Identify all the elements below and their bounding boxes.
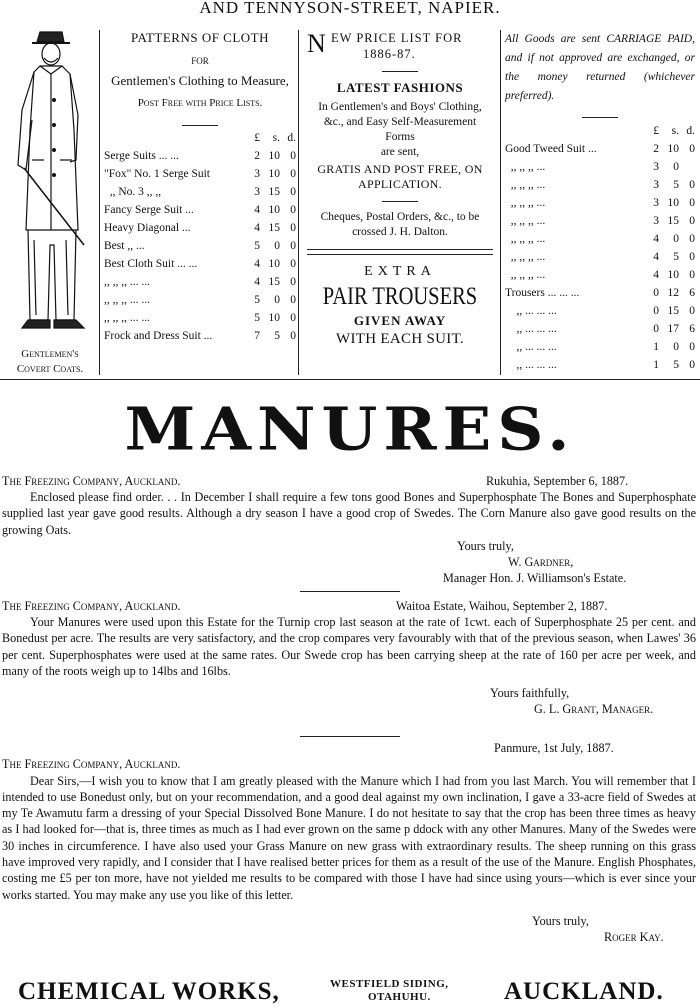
- letter-kay: [2, 740, 696, 946]
- pence: 0: [290, 312, 296, 324]
- pence: 0: [689, 359, 695, 371]
- closing: Yours truly,: [457, 538, 514, 553]
- shillings: 0: [274, 240, 280, 252]
- pounds: 4: [653, 269, 659, 281]
- latest-fashions: LATEST FASHIONS: [336, 80, 464, 95]
- pounds: 3: [653, 197, 659, 209]
- item-label: ,, ,, ,, ...: [505, 215, 546, 227]
- price-row: [505, 248, 695, 266]
- shillings: 10: [268, 258, 280, 270]
- price-row: [104, 309, 296, 327]
- pricelist-column: [303, 30, 497, 348]
- goods-price-table: [505, 122, 695, 374]
- price-row: [104, 147, 296, 165]
- item-label: ,, ... ... ...: [505, 305, 557, 317]
- patterns-post-free: Post Free with Price Lists.: [137, 97, 263, 109]
- currency-header: [104, 129, 296, 147]
- item-label: Serge Suits ... ...: [104, 150, 179, 162]
- goods-column: [505, 30, 695, 374]
- price-row: [104, 255, 296, 273]
- price-row: [104, 201, 296, 219]
- column-divider: [500, 30, 501, 375]
- shilling-header: s.: [671, 125, 679, 137]
- pence: 0: [290, 240, 296, 252]
- pounds: 4: [653, 233, 659, 245]
- letter-body: Your Manures were used upon this Estate for the Turnip crop last season at the rate of 1cwt. each of Superphosphate 25 per cent. and Bonedust per acre. The results are very satisfactory, and the crop compares very favourably with that of the previous season, when Lawes' 36 per cent. Superphosphates were used at the same rates. Our Swede crop has been carrying sheep at the rate of 160 per acre per week, and many of the roots weigh up to 14lbs and 16lbs.: [2, 615, 696, 678]
- rule: [382, 71, 418, 72]
- price-row: [505, 338, 695, 356]
- pounds: 7: [254, 330, 260, 342]
- signatory-title: Manager Hon. J. Williamson's Estate.: [443, 571, 627, 586]
- item-label: ,, ,, ,, ...: [505, 251, 546, 263]
- place-date: Panmure, 1st July, 1887.: [494, 741, 614, 755]
- are-sent: are sent,: [380, 146, 420, 158]
- item-label: Best ,, ...: [104, 240, 145, 252]
- signature: G. L. Grant, Manager.: [534, 702, 654, 717]
- item-label: Trousers ... ... ...: [505, 287, 580, 299]
- letter-body: Enclosed please find order. . . In December I shall require a few tons good Bones and Superphosphate The Bones and Superphosphate supplied last year gave good results. Although a dry season I have a good crop of Swedes. The Corn Manure also gave good results on the growing Oats.: [2, 490, 696, 537]
- caption-line: Covert Coats.: [16, 363, 84, 375]
- item-label: Frock and Dress Suit ...: [104, 330, 213, 342]
- letter-divider: [300, 736, 400, 737]
- patterns-price-table: [104, 129, 296, 345]
- shillings: 10: [268, 204, 280, 216]
- pence: 0: [689, 143, 695, 155]
- shillings: 17: [667, 323, 679, 335]
- column-divider: [298, 30, 299, 375]
- pence: 0: [290, 168, 296, 180]
- pricelist-heading: [303, 30, 497, 64]
- pence: 0: [689, 305, 695, 317]
- item-label: ,, ,, ,, ... ...: [104, 312, 150, 324]
- pounds: 3: [653, 215, 659, 227]
- patterns-title: PATTERNS OF CLOTH: [130, 30, 270, 45]
- item-label: Fancy Serge Suit ...: [104, 204, 194, 216]
- price-row: [505, 320, 695, 338]
- shillings: 15: [667, 305, 679, 317]
- pounds: 4: [653, 251, 659, 263]
- pence: 0: [290, 258, 296, 270]
- pounds: 5: [254, 312, 260, 324]
- pounds: 5: [254, 240, 260, 252]
- latest-body: In Gentlemen's and Boys' Clothing, &c., and Easy Self-Measurement Forms: [318, 101, 482, 143]
- addressee: The Freezing Company, Auckland.: [2, 757, 181, 772]
- cheques-text: Cheques, Postal Orders, &c., to be crossed J. H. Dalton.: [320, 211, 480, 238]
- addressee: The Freezing Company, Auckland.: [2, 474, 181, 488]
- pence: 0: [689, 269, 695, 281]
- rule: [182, 125, 218, 126]
- closing: Yours truly,: [532, 913, 589, 928]
- item-label: "Fox" No. 1 Serge Suit: [104, 168, 210, 180]
- place-date: Rukuhia, September 6, 1887.: [486, 474, 629, 488]
- manures-title: MANURES.: [124, 395, 576, 464]
- closing: Yours faithfully,: [490, 686, 570, 701]
- pounds: 5: [254, 294, 260, 306]
- shillings: 0: [673, 233, 679, 245]
- item-label: ,, ,, ,, ...: [505, 179, 546, 191]
- price-row: [104, 219, 296, 237]
- pounds: 3: [653, 161, 659, 173]
- pence: 6: [689, 287, 695, 299]
- pounds: 3: [254, 168, 260, 180]
- letter-divider: [300, 591, 400, 592]
- double-rule: [307, 249, 493, 255]
- item-label: ,, ... ... ...: [505, 323, 557, 335]
- price-row: [104, 183, 296, 201]
- rule: [382, 201, 418, 202]
- pound-header: £: [653, 125, 659, 137]
- price-row: [104, 291, 296, 309]
- pounds: 4: [254, 258, 260, 270]
- figure-caption: [0, 347, 100, 377]
- price-row: [505, 302, 695, 320]
- price-row: [505, 266, 695, 284]
- pounds: 4: [254, 276, 260, 288]
- extra-text: EXTRA: [364, 264, 436, 279]
- given-away: GIVEN AWAY: [353, 313, 447, 328]
- item-label: ,, ,, ,, ... ...: [104, 276, 150, 288]
- pence: 6: [689, 323, 695, 335]
- price-row: [505, 176, 695, 194]
- pence: 0: [689, 233, 695, 245]
- pence: 0: [290, 222, 296, 234]
- price-row: [104, 273, 296, 291]
- item-label: ,, No. 3 ,, ,,: [104, 186, 162, 198]
- price-row: [104, 327, 296, 345]
- shillings: 0: [274, 294, 280, 306]
- pounds: 4: [254, 222, 260, 234]
- shillings: 0: [673, 161, 679, 173]
- pence: 0: [689, 251, 695, 263]
- drop-cap: N: [307, 29, 326, 58]
- footer-mid-2: OTAHUHU.: [368, 991, 431, 1003]
- pounds: 3: [254, 186, 260, 198]
- rule: [582, 117, 618, 118]
- pricelist-title: EW PRICE LIST FOR: [331, 31, 463, 45]
- column-divider: [99, 30, 100, 375]
- price-row: [104, 237, 296, 255]
- item-label: ,, ,, ,, ...: [505, 161, 546, 173]
- letter-body: Dear Sirs,—I wish you to know that I am greatly pleased with the Manure which I had from you last March. You will remember that I intended to use Bonedust only, but on your recommendation, and a good deal against my own inclination, I gave a 33-acre field of Swedes at my Te Awamutu farm a dressing of your Special Dissolved Bone Manure. I do not hesitate to say that the crop has been three times as heavy as I had looked for—that is, three times as much as I had ever grown on the same p ddock with any other Manures. Many of the Swedes were 30 inches in circumference. I have also used your Grass Manure on new grass with extraordinary results. The sheep running on this grass have improved very rapidly, and I consider that I have realised better prices for them as a result of the use of the Manure. English Phosphates, costing me £5 per ton more, have not yielded me results to be compared with those I have had since using yours—which is ever since your works started. You may make any use you like of this letter.: [2, 773, 696, 902]
- shillings: 5: [274, 330, 280, 342]
- masthead: AND TENNYSON-STREET, NAPIER.: [199, 0, 501, 17]
- patterns-column: [104, 30, 296, 345]
- gratis-text: GRATIS AND POST FREE, ON APPLICATION.: [317, 162, 483, 191]
- pence: 0: [290, 294, 296, 306]
- footer-left: CHEMICAL WORKS,: [18, 978, 280, 1005]
- shillings: 10: [667, 197, 679, 209]
- price-row: [505, 140, 695, 158]
- pence: 0: [290, 276, 296, 288]
- shillings: 10: [268, 312, 280, 324]
- price-row: [505, 230, 695, 248]
- pounds: 2: [653, 143, 659, 155]
- item-label: ,, ... ... ...: [505, 359, 557, 371]
- pence: 0: [689, 179, 695, 191]
- footer-right: AUCKLAND.: [504, 978, 664, 1005]
- pounds: 3: [653, 179, 659, 191]
- pence-header: d.: [686, 125, 695, 137]
- pounds: 2: [254, 150, 260, 162]
- item-label: ,, ,, ,, ... ...: [104, 294, 150, 306]
- pounds: 0: [653, 287, 659, 299]
- signature: Roger Kay.: [604, 930, 664, 945]
- carriage-notice: All Goods are sent CARRIAGE PAID, and if not approved are exchanged, or the money returned (whichever preferred).: [505, 33, 695, 102]
- patterns-for: FOR: [191, 56, 209, 66]
- shillings: 5: [673, 359, 679, 371]
- pence: 0: [290, 204, 296, 216]
- gentleman-figure: [4, 30, 96, 340]
- shillings: 15: [268, 222, 280, 234]
- shillings: 10: [667, 143, 679, 155]
- price-row: [505, 194, 695, 212]
- item-label: ,, ... ... ...: [505, 341, 557, 353]
- pound-header: £: [254, 132, 260, 144]
- shillings: 15: [268, 186, 280, 198]
- footer: [0, 978, 700, 1008]
- addressee: The Freezing Company, Auckland.: [2, 599, 181, 613]
- price-row: [505, 158, 695, 176]
- price-row: [505, 356, 695, 374]
- pence: 0: [689, 197, 695, 209]
- shillings: 15: [268, 276, 280, 288]
- item-label: Heavy Diagonal ...: [104, 222, 191, 234]
- footer-mid-1: WESTFIELD SIDING,: [330, 978, 449, 990]
- section-rule: [0, 379, 700, 380]
- pounds: 0: [653, 323, 659, 335]
- item-label: Best Cloth Suit ... ...: [104, 258, 198, 270]
- place-date: Waitoa Estate, Waihou, September 2, 1887.: [396, 599, 608, 613]
- pence: 0: [290, 186, 296, 198]
- patterns-subtitle: Gentlemen's Clothing to Measure,: [111, 73, 289, 88]
- shillings: 5: [673, 179, 679, 191]
- pounds: 0: [653, 305, 659, 317]
- pence: 0: [689, 215, 695, 227]
- shillings: 15: [667, 215, 679, 227]
- shillings: 5: [673, 251, 679, 263]
- pounds: 1: [653, 341, 659, 353]
- price-row: [505, 212, 695, 230]
- pounds: 4: [254, 204, 260, 216]
- pair-trousers: PAIR TROUSERS: [322, 283, 478, 310]
- shillings: 10: [268, 150, 280, 162]
- shillings: 0: [673, 341, 679, 353]
- letter-gardner: [2, 473, 696, 587]
- item-label: Good Tweed Suit ...: [505, 143, 597, 155]
- shillings: 10: [667, 269, 679, 281]
- pence: 0: [689, 341, 695, 353]
- shillings: 10: [268, 168, 280, 180]
- item-label: ,, ,, ,, ...: [505, 233, 546, 245]
- item-label: ,, ,, ,, ...: [505, 197, 546, 209]
- pounds: 1: [653, 359, 659, 371]
- caption-line: Gentlemen's: [21, 348, 79, 360]
- signature: W. Gardner,: [508, 555, 574, 570]
- pence: 0: [290, 150, 296, 162]
- currency-header: [505, 122, 695, 140]
- shilling-header: s.: [272, 132, 280, 144]
- letter-grant: [2, 598, 696, 718]
- pricelist-years: 1886-87.: [363, 47, 416, 61]
- pence: [683, 158, 695, 176]
- price-row: [505, 284, 695, 302]
- shillings: 12: [667, 287, 679, 299]
- pence-header: d.: [287, 132, 296, 144]
- with-each-suit: WITH EACH SUIT.: [336, 331, 464, 347]
- item-label: ,, ,, ,, ...: [505, 269, 546, 281]
- pence: 0: [290, 330, 296, 342]
- price-row: [104, 165, 296, 183]
